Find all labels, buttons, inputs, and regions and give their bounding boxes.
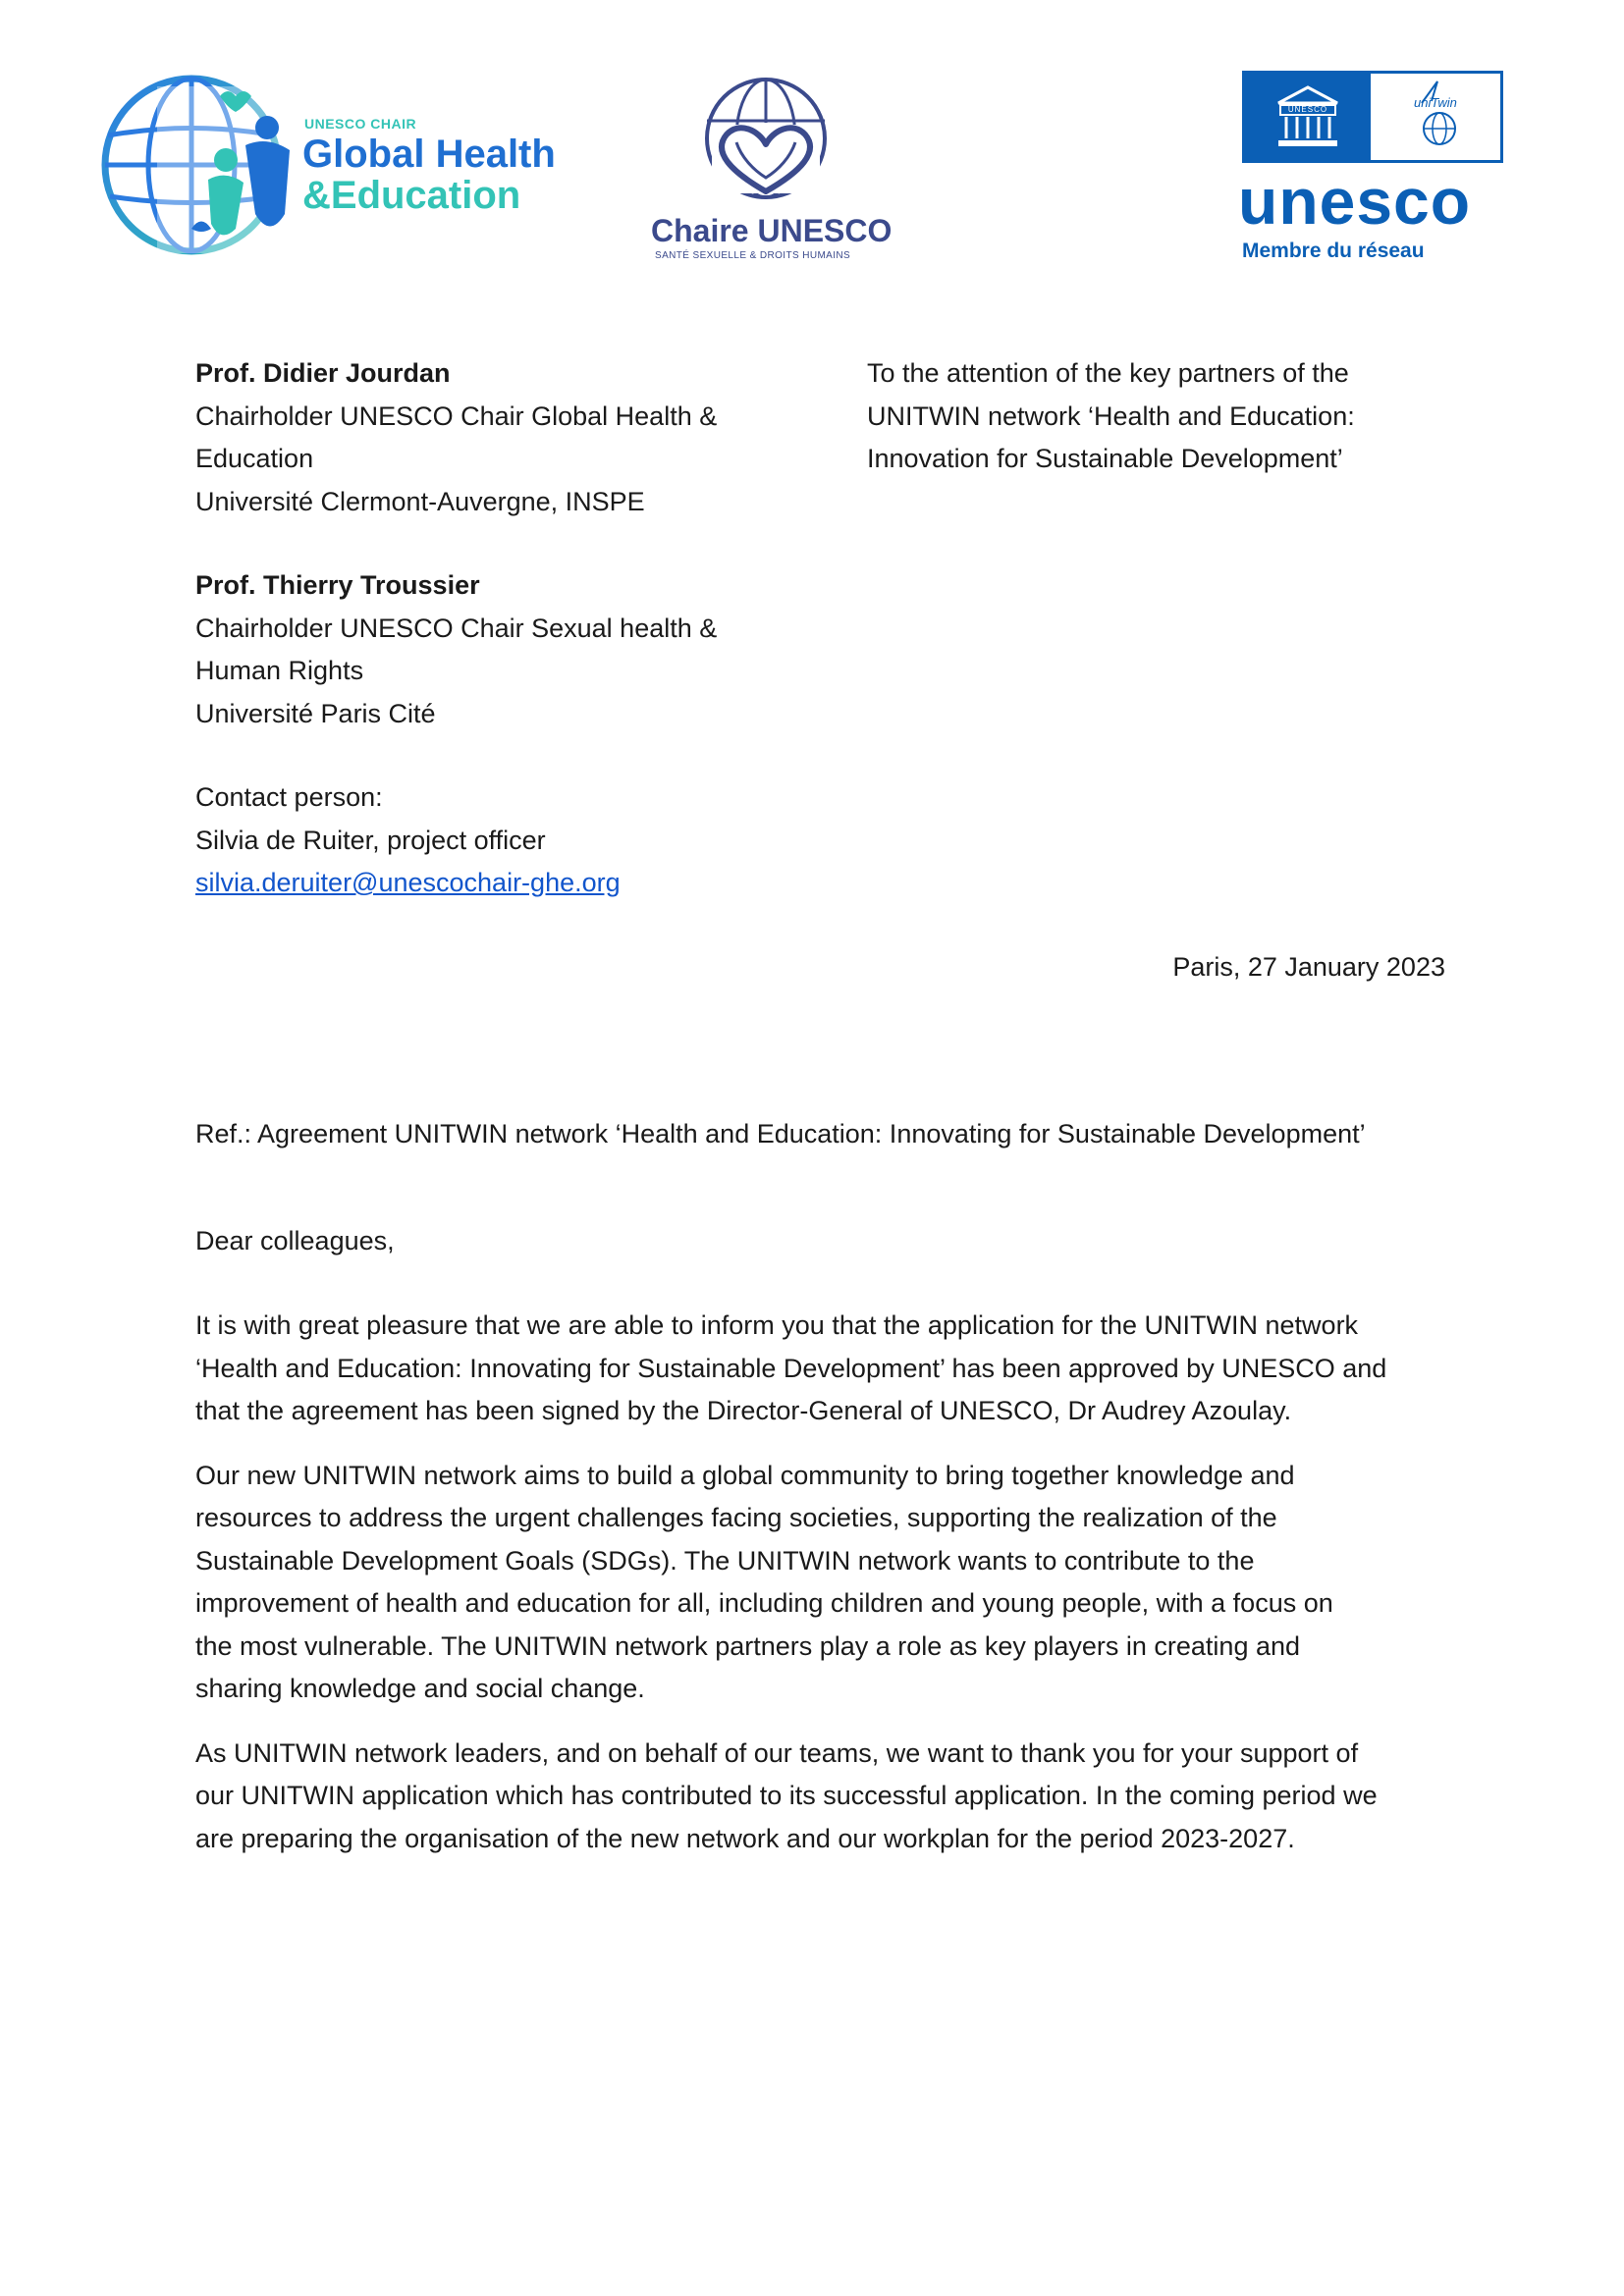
body-paragraph-2 [195,1455,1452,1711]
contact-label: Contact person: [195,782,383,812]
sender1-name: Prof. Didier Jourdan [195,358,451,388]
sender1-line: Chairholder UNESCO Chair Global Health & [195,400,718,431]
unitwin-text: uniTwin [1414,95,1457,110]
logo-ghe-line1: UNESCO CHAIR [304,116,417,132]
body-line: the most vulnerable. The UNITWIN network partners play a role as key players in creating and [195,1630,1301,1661]
contact-person: Silvia de Ruiter, project officer [195,825,546,855]
body-line: that the agreement has been signed by the Director-General of UNESCO, Dr Audrey Azoulay. [195,1396,1292,1425]
logo-ghe-line3: &Education [302,174,521,217]
unesco-wordmark: unesco [1238,165,1472,238]
unesco-tagline: Membre du réseau [1242,240,1425,262]
body-paragraph-1 [195,1305,1452,1433]
body-line: are preparing the organisation of the new network and our workplan for the period 2023-2027. [195,1823,1295,1853]
body-line: Sustainable Development Goals (SDGs). The UNITWIN network wants to contribute to the [195,1545,1255,1575]
unesco-seal-box [1242,71,1503,163]
sender1-line: Université Clermont-Auvergne, INSPE [195,486,645,516]
recipient-line: UNITWIN network ‘Health and Education: [867,400,1355,431]
logo-chaire-title: Chaire UNESCO [651,213,893,248]
letter-date: Paris, 27 January 2023 [1172,952,1445,982]
body-line: improvement of health and education for all, including children and young people, with a focus on [195,1588,1333,1618]
body-line: Our new UNITWIN network aims to build a global community to bring together knowledge and [195,1460,1295,1490]
sender2-name: Prof. Thierry Troussier [195,570,480,600]
logo-chaire-subtitle: SANTÉ SEXUELLE & DROITS HUMAINS [655,250,851,261]
sender2-line: Université Paris Cité [195,698,436,728]
contact-block [195,776,785,905]
logo-chaire-unesco [643,74,893,270]
temple-icon [1245,74,1371,160]
recipient-line: To the attention of the key partners of the [867,358,1349,388]
body-line: our UNITWIN application which has contributed to its successful application. In the coming period we [195,1781,1378,1810]
sender2-line: Human Rights [195,656,364,685]
salutation: Dear colleagues, [195,1226,395,1255]
sender1-line: Education [195,444,314,473]
contact-email-link[interactable]: silvia.deruiter@unescochair-ghe.org [195,868,621,897]
sender2-line: Chairholder UNESCO Chair Sexual health & [195,613,718,643]
body-line: sharing knowledge and social change. [195,1674,645,1703]
recipient-block [867,352,1417,481]
logo-unesco-unitwin [1232,71,1507,277]
logo-ghe-line2: Global Health [302,133,556,176]
reference-line: Ref.: Agreement UNITWIN network ‘Health and Education: Innovating for Sustainable Development’ [195,1119,1366,1148]
globe-hands-heart-icon [643,74,889,211]
body-line: resources to address the urgent challenges facing societies, supporting the realization of the [195,1503,1277,1532]
sender-block-1 [195,352,785,523]
body-line: ‘Health and Education: Innovating for Sustainable Development’ has been approved by UNESCO and [195,1353,1387,1383]
letter-body [195,1305,1452,1882]
sender-block-2 [195,564,785,735]
body-line: As UNITWIN network leaders, and on behalf of our teams, we want to thank you for your support of [195,1737,1359,1768]
unesco-seal-text: UNESCO [1287,105,1328,114]
logo-global-health-education [98,67,589,263]
unitwin-globe-icon [1371,74,1500,160]
body-line: It is with great pleasure that we are able to inform you that the application for the UNITWIN network [195,1310,1359,1340]
body-paragraph-3 [195,1733,1452,1861]
recipient-line: Innovation for Sustainable Development’ [867,444,1343,473]
